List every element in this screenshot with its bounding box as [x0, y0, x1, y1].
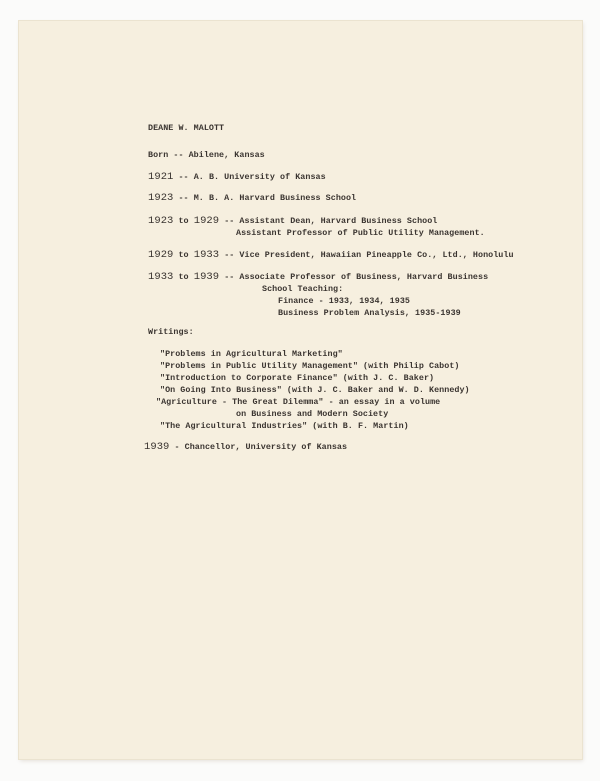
ab-year: 1921	[148, 171, 174, 183]
dean-text: -- Assistant Dean, Harvard Business School	[224, 216, 438, 226]
typed-document	[19, 21, 582, 759]
assoc-line-4: Business Problem Analysis, 1935-1939	[278, 308, 461, 318]
vp-to-year: 1933	[193, 249, 220, 261]
writing-item: "Agriculture - The Great Dilemma" - an essay in a volume	[156, 397, 441, 407]
dean-to-year: 1929	[193, 215, 220, 227]
writing-item: "The Agricultural Industries" (with B. F. Martin)	[160, 421, 409, 431]
born-line: Born -- Abilene, Kansas	[148, 150, 265, 160]
ab-text: -- A. B. University of Kansas	[178, 172, 326, 182]
dean-from-year: 1923	[148, 215, 174, 227]
writing-item: "On Going Into Business" (with J. C. Baker and W. D. Kennedy)	[160, 385, 470, 395]
chancellor-year: 1939	[144, 441, 170, 453]
dean-to-word: to	[178, 216, 189, 226]
mba-year: 1923	[148, 192, 174, 204]
vp-to-word: to	[178, 250, 189, 260]
dean-line-2: Assistant Professor of Public Utility Management.	[236, 228, 485, 238]
vp-text: -- Vice President, Hawaiian Pineapple Co., Ltd., Honolulu	[224, 250, 514, 260]
ab-line	[148, 172, 326, 183]
writing-item-continued: on Business and Modern Society	[236, 409, 389, 419]
vp-line	[148, 250, 514, 261]
mba-text: -- M. B. A. Harvard Business School	[178, 193, 357, 203]
assoc-line-2: School Teaching:	[262, 284, 344, 294]
writing-item: "Introduction to Corporate Finance" (with J. C. Baker)	[160, 373, 435, 383]
chancellor-text: - Chancellor, University of Kansas	[174, 442, 348, 452]
writings-heading: Writings:	[148, 327, 194, 337]
writing-item: "Problems in Agricultural Marketing"	[160, 349, 343, 359]
assoc-from-year: 1933	[148, 271, 174, 283]
dean-line	[148, 216, 437, 227]
assoc-line	[148, 272, 488, 283]
vp-from-year: 1929	[148, 249, 174, 261]
assoc-text: -- Associate Professor of Business, Harvard Business	[224, 272, 489, 282]
assoc-to-word: to	[178, 272, 189, 282]
assoc-to-year: 1939	[193, 271, 220, 283]
writing-item: "Problems in Public Utility Management" (with Philip Cabot)	[160, 361, 460, 371]
assoc-line-3: Finance - 1933, 1934, 1935	[278, 296, 410, 306]
chancellor-line	[144, 442, 347, 453]
mba-line	[148, 193, 356, 204]
document-name: DEANE W. MALOTT	[148, 123, 225, 133]
